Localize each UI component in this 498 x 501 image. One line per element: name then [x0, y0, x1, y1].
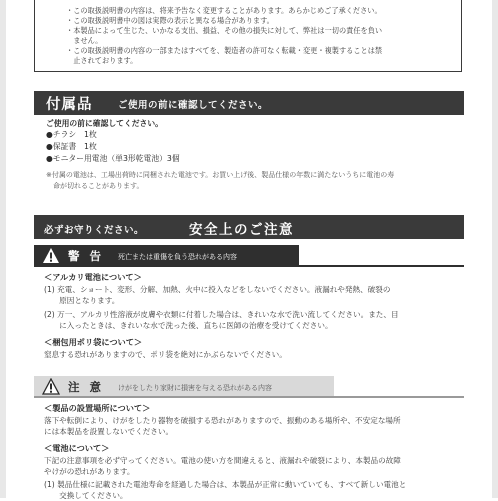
warning-band	[34, 245, 464, 267]
notice-line: 止されております。	[66, 56, 138, 65]
warning-description: 死亡または重傷を負う恐れがある内容	[118, 253, 237, 261]
accessories-subtitle: ご使用の前に確認してください。	[118, 100, 269, 111]
warning-band-rule	[34, 265, 464, 267]
caution-band	[34, 376, 464, 398]
notice-line: ません。	[66, 36, 103, 45]
warning-body-line: 窒息する恐れがありますので、ポリ袋を絶対にかぶらないでください。	[44, 350, 287, 359]
caution-body-line: やけがの恐れがあります。	[44, 467, 135, 476]
notice-line: ・この取扱説明書中の図は実際の表示と異なる場合があります。	[66, 16, 274, 25]
caution-section-heading: ＜電池について＞	[44, 443, 110, 453]
accessories-note-line: 命が切れることがあります。	[46, 182, 144, 190]
safety-prefix: 必ずお守りください。	[44, 225, 145, 236]
accessories-header-bar	[34, 91, 464, 115]
warning-body-line: 原因となります。	[44, 296, 120, 305]
notice-line: ・本製品によって生じた、いかなる支出、損益、その他の損失に対して、弊社は一切の責任を負い	[66, 26, 383, 35]
accessories-check-heading: ご使用の前に確認してください。	[46, 119, 163, 128]
safety-title: 安全上のご注意	[189, 222, 294, 238]
warning-label: 警 告	[68, 249, 105, 263]
accessories-title: 付属品	[46, 97, 93, 113]
accessory-item: ●チラシ 1枚	[46, 130, 97, 139]
caution-triangle-icon	[42, 378, 60, 395]
caution-section-heading: ＜製品の設置場所について＞	[44, 403, 151, 413]
caution-body-line: 下記の注意事項を必ず守ってください。電池の使い方を間違えると、液漏れや破裂により、本製品の故障	[44, 456, 401, 465]
safety-header-bar	[34, 215, 464, 239]
warning-body-line: に入ったときは、きれいな水で洗った後、直ちに医師の治療を受けてください。	[44, 321, 333, 330]
page-edge-right	[492, 0, 498, 498]
accessories-note-line: ※付属の電池は、工場出荷時に同梱された電池です。お買い上げ後、製品仕様の年数に満たないうちに電池の寿	[46, 171, 395, 179]
caution-body-line: (1) 製品仕様に記載された電池寿命を経過した場合は、本製品が正常に動いていても、すべて新しい電池と	[44, 480, 407, 489]
warning-triangle-icon	[42, 247, 60, 264]
caution-body-line: 落下や転倒により、けがをしたり器物を破損する恐れがありますので、振動のある場所や、不安定な場所	[44, 416, 401, 425]
caution-label: 注 意	[68, 380, 105, 394]
warning-section-heading: ＜梱包用ポリ袋について＞	[44, 337, 143, 347]
caution-description: けがをしたり家財に損害を与える恐れがある内容	[118, 384, 272, 392]
notice-line: ・この取扱説明書の内容の一部またはすべてを、製造者の許可なく転載・変更・複製することは禁	[66, 46, 383, 55]
page-edge-left	[0, 0, 6, 498]
warning-body-line: (2) 万一、アルカリ性溶液が皮膚や衣類に付着した場合は、きれいな水で洗い流してください。また、目	[44, 310, 399, 319]
accessory-item: ●モニター用電池（単3形乾電池）3個	[46, 154, 180, 163]
warning-section-heading: ＜アルカリ電池について＞	[44, 272, 142, 282]
warning-body-line: (1) 充電、ショート、変形、分解、加熱、火中に投入などをしないでください。液漏れや発熱、破裂の	[44, 285, 391, 294]
notice-line: ・この取扱説明書の内容は、将来予告なく変更することがあります。あらかじめご了承ください。	[66, 6, 382, 15]
caution-body-line: には本製品を設置しないでください。	[44, 427, 174, 436]
caution-body-line: 交換してください。	[44, 491, 128, 500]
caution-band-rule	[34, 396, 464, 398]
accessory-item: ●保証書 1枚	[46, 142, 97, 151]
